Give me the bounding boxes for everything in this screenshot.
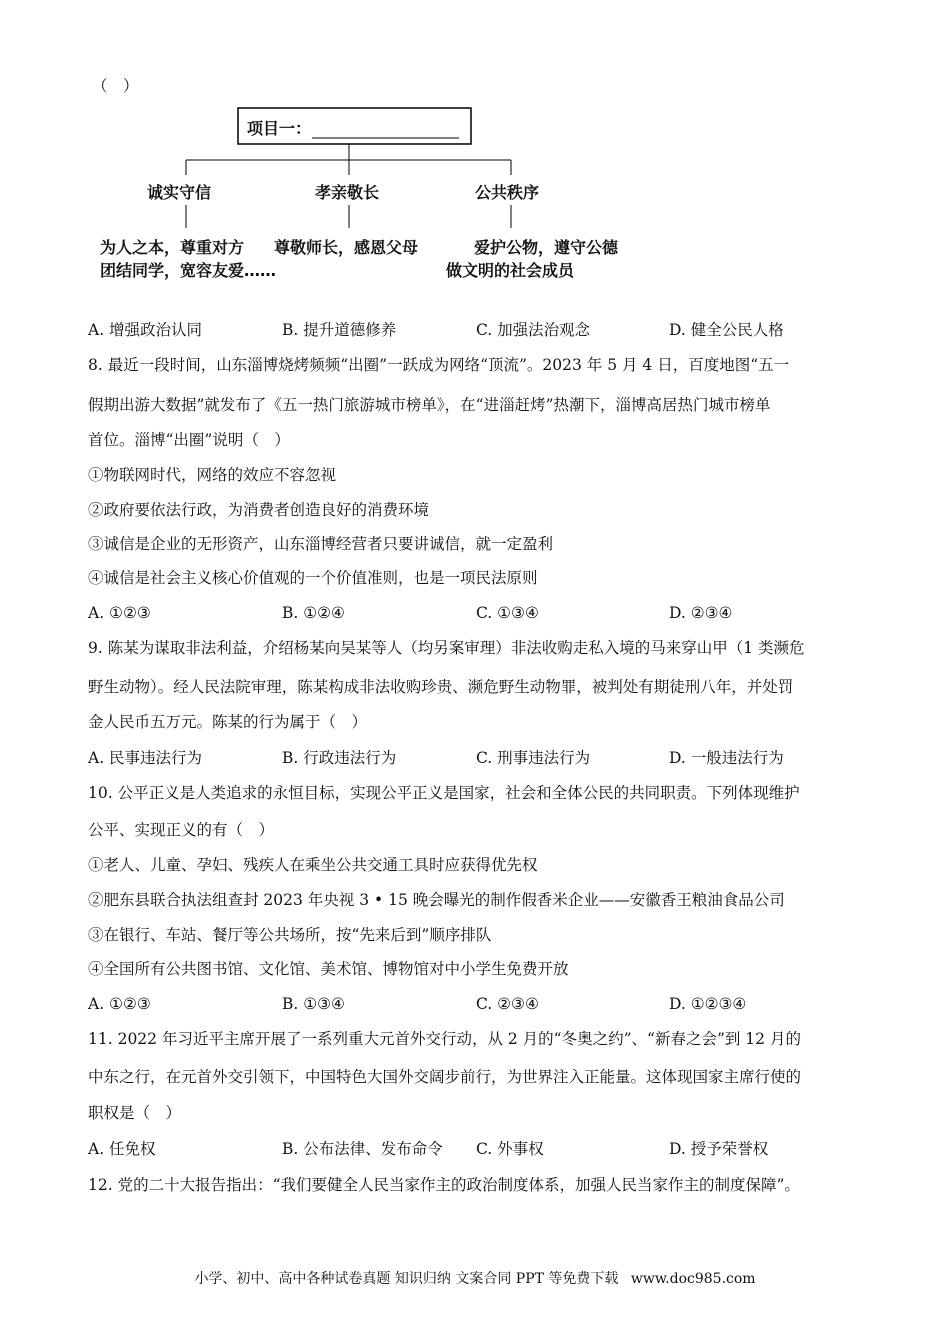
q10-option-a: A. ①②③ xyxy=(88,995,151,1013)
q11-line: 职权是（ ） xyxy=(88,1104,182,1122)
q11-line: 11. 2022 年习近平主席开展了一系列重大元首外交行动，从 2 月的“冬奥之约”、“新春之会”到 12 月的 xyxy=(88,1030,801,1048)
page-footer xyxy=(0,1268,950,1288)
footer-text: 小学、初中、高中各种试卷真题 知识归纳 文案合同 PPT 等免费下载 xyxy=(194,1271,619,1287)
q8-line: 8. 最近一段时间，山东淄博烧烤频频“出圈”一跃成为网络“顶流”。2023 年 5 月 4 日，百度地图“五一 xyxy=(88,356,790,374)
diagram-branch-honesty: 诚实守信 xyxy=(147,183,212,202)
q8-line: 假期出游大数据”就发布了《五一热门旅游城市榜单》，在“进淄赶烤”热潮下，淄博高居热门城市榜单 xyxy=(88,396,771,414)
q10-statement: ③在银行、车站、餐厅等公共场所，按“先来后到”顺序排队 xyxy=(88,926,492,944)
q10-statement: ①老人、儿童、孕妇、残疾人在乘坐公共交通工具时应获得优先权 xyxy=(88,856,538,874)
q7-option-d: D. 健全公民人格 xyxy=(669,321,784,339)
q9-option-c: C. 刑事违法行为 xyxy=(476,749,591,767)
diagram-branch-public-order: 公共秩序 xyxy=(475,183,540,202)
q7-option-a: A. 增强政治认同 xyxy=(88,321,203,339)
answer-bracket: （ ） xyxy=(92,77,139,95)
q10-option-d: D. ①②③④ xyxy=(669,995,747,1013)
diagram-desc-3: 爱护公物，遵守公德 xyxy=(474,238,619,257)
q7-option-b: B. 提升道德修养 xyxy=(282,321,397,339)
q11-option-c: C. 外事权 xyxy=(476,1140,544,1158)
q8-statement: ②政府要依法行政，为消费者创造良好的消费环境 xyxy=(88,501,430,519)
q10-line: 10. 公平正义是人类追求的永恒目标，实现公平正义是国家，社会和全体公民的共同职责。下列体现维护 xyxy=(88,784,800,802)
diagram-branch-filial: 孝亲敬长 xyxy=(315,183,380,202)
q8-option-c: C. ①③④ xyxy=(476,604,539,622)
q9-line: 野生动物）。经人民法院审理，陈某构成非法收购珍贵、濒危野生动物罪，被判处有期徒刑八年，并处罚 xyxy=(88,678,794,696)
q8-option-d: D. ②③④ xyxy=(669,604,733,622)
diagram-desc-1: 为人之本，尊重对方 xyxy=(100,238,245,257)
q11-option-d: D. 授予荣誉权 xyxy=(669,1140,769,1158)
q11-option-b: B. 公布法律、发布命令 xyxy=(282,1140,443,1158)
q11-line: 中东之行，在元首外交引领下，中国特色大国外交阔步前行，为世界注入正能量。这体现国家主席行使的 xyxy=(88,1068,802,1086)
q9-line: 9. 陈某为谋取非法利益，介绍杨某向吴某等人（均另案审理）非法收购走私入境的马来穿山甲（1 类濒危 xyxy=(88,639,805,657)
footer-link[interactable]: www.doc985.com xyxy=(630,1271,756,1287)
q10-statement: ④全国所有公共图书馆、文化馆、美术馆、博物馆对中小学生免费开放 xyxy=(88,960,569,978)
diagram-desc-5: 做文明的社会成员 xyxy=(446,261,575,280)
diagram-desc-4: 团结同学，宽容友爱…… xyxy=(100,261,277,280)
q10-line: 公平、实现正义的有（ ） xyxy=(88,821,275,839)
q9-line: 金人民币五万元。陈某的行为属于（ ） xyxy=(88,713,368,731)
q8-statement: ①物联网时代，网络的效应不容忽视 xyxy=(88,466,337,484)
diagram-title: 项目一： xyxy=(247,119,312,138)
q12-line: 12. 党的二十大报告指出：“我们要健全人民当家作主的政治制度体系，加强人民当家作主的制度保障”。 xyxy=(88,1176,800,1194)
q10-statement: ②肥东县联合执法组查封 2023 年央视 3 • 15 晚会曝光的制作假香米企业——安徽香王粮油食品公司 xyxy=(88,891,785,909)
q10-option-c: C. ②③④ xyxy=(476,995,539,1013)
q9-option-d: D. 一般违法行为 xyxy=(669,749,784,767)
q10-option-b: B. ①③④ xyxy=(282,995,345,1013)
q11-option-a: A. 任免权 xyxy=(88,1140,156,1158)
q8-option-b: B. ①②④ xyxy=(282,604,345,622)
q9-option-b: B. 行政违法行为 xyxy=(282,749,397,767)
q7-option-c: C. 加强法治观念 xyxy=(476,321,591,339)
q8-line: 首位。淄博“出圈”说明（ ） xyxy=(88,431,290,449)
q8-option-a: A. ①②③ xyxy=(88,604,151,622)
diagram-desc-2: 尊敬师长，感恩父母 xyxy=(274,238,419,257)
q8-statement: ④诚信是社会主义核心价值观的一个价值准则，也是一项民法原则 xyxy=(88,569,538,587)
q8-statement: ③诚信是企业的无形资产，山东淄博经营者只要讲诚信，就一定盈利 xyxy=(88,535,554,553)
q9-option-a: A. 民事违法行为 xyxy=(88,749,203,767)
